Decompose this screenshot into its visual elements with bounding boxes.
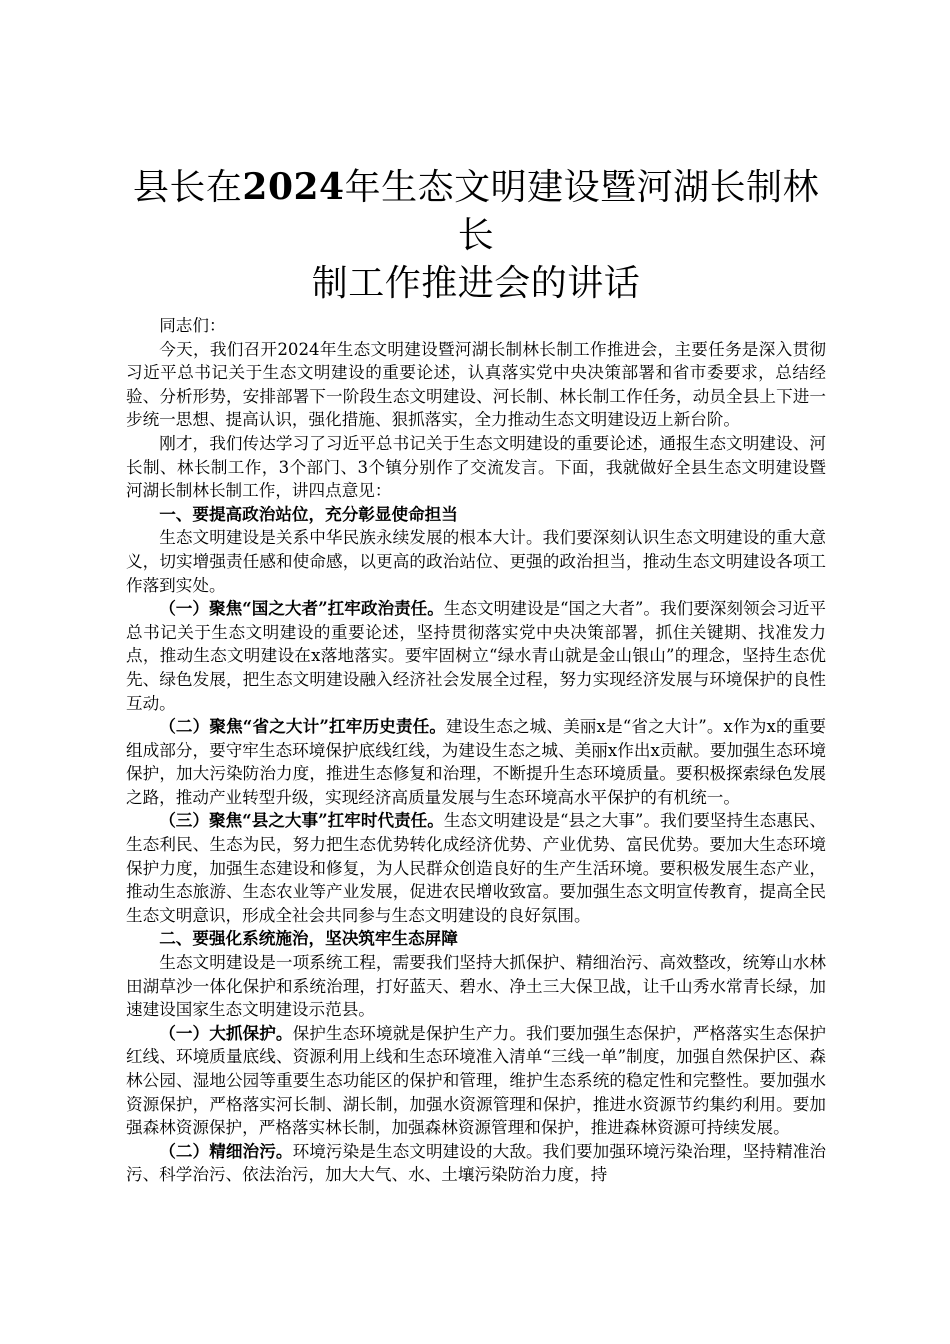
section-heading: 一、要提高政治站位，充分彰显使命担当 (159, 503, 458, 524)
subsection-lead: （一）大抓保护。 (159, 1022, 293, 1043)
subsection-text: 保护生态环境就是保护生产力。我们要加强生态保护，严格落实生态保护红线、环境质量底线、资源利用上线和生态环境准入清单“三线一单”制度，加强自然保护区、森林公园、湿地公园等重要生态功能区的保护和管理，维护生态系统的稳定性和完整性。要加强水资源保护，严格落实河长制、湖长制，加强水资源管理和保护，推进水资源节约集约利用。要加强森林资源保护，严格落实林长制，加强森林资源管理和保护，推进森林资源可持续发展。 (126, 1023, 827, 1138)
body-paragraph: 生态文明建设是关系中华民族永续发展的根本大计。我们要深刻认识生态文明建设的重大意义，切实增强责任感和使命感，以更高的政治站位、更强的政治担当，推动生态文明建设各项工作落到实处。 (126, 528, 826, 595)
document-title: 县长在2024年生态文明建设暨河湖长制林长 制工作推进会的讲话 (132, 166, 820, 304)
salutation: 同志们： (159, 316, 226, 335)
body-paragraph (126, 597, 826, 715)
subsection-text: 生态文明建设是“国之大者”。我们要深刻领会习近平总书记关于生态文明建设的重要论述，坚持贯彻落实党中央决策部署，抓住关键期、找准发力点，推动生态文明建设在x落地落实。要牢固树立“绿水青山就是金山银山”的理念，坚持生态优先、绿色发展，把生态文明建设融入经济社会发展全过程，努力实现经济发展与环境保护的良性互动。 (126, 599, 826, 713)
subsection-lead: （三）聚焦“县之大事”扛牢时代责任。 (159, 810, 444, 831)
body-paragraph (126, 1022, 826, 1140)
document-page (126, 163, 826, 1187)
subsection-text: 环境污染是生态文明建设的大敌。我们要加强环境污染治理，坚持精准治污、科学治污、依法治污，加大大气、水、土壤污染防治力度，持 (126, 1141, 827, 1185)
subsection-lead: （二）聚焦“省之大计”扛牢历史责任。 (159, 716, 447, 737)
subsection-lead: （一）聚焦“国之大者”扛牢政治责任。 (159, 598, 444, 619)
body-paragraph: 生态文明建设是一项系统工程，需要我们坚持大抓保护、精细治污、高效整改，统筹山水林田湖草沙一体化保护和系统治理，打好蓝天、碧水、净土三大保卫战，让千山秀水常青长绿，加速建设国家生态文明建设示范县。 (126, 953, 826, 1020)
subsection-text: 生态文明建设是“县之大事”。我们要坚持生态惠民、生态利民、生态为民，努力把生态优势转化成经济优势、产业优势、富民优势。要加大生态环境保护力度，加强生态建设和修复，为人民群众创造良好的生产生活环境。要积极发展生态产业，推动生态旅游、生态农业等产业发展，促进农民增收致富。要加强生态文明宣传教育，提高全民生态文明意识，形成全社会共同参与生态文明建设的良好氛围。 (126, 811, 826, 925)
subsection-lead: （二）精细治污。 (159, 1140, 293, 1161)
body-paragraph: 今天，我们召开2024年生态文明建设暨河湖长制林长制工作推进会，主要任务是深入贯彻习近平总书记关于生态文明建设的重要论述，认真落实党中央决策部署和省市委要求，总结经验、分析形势，安排部署下一阶段生态文明建设、河长制、林长制工作任务，动员全县上下进一步统一思想、提高认识，强化措施、狠抓落实，全力推动生态文明建设迈上新台阶。 (126, 339, 826, 430)
body-paragraph (126, 809, 826, 927)
subsection-text: 建设生态之城、美丽x是“省之大计”。x作为x的重要组成部分，要守牢生态环境保护底线红线，为建设生态之城、美丽x作出x贡献。要加强生态环境保护，加大污染防治力度，推进生态修复和治理，不断提升生态环境质量。要积极探索绿色发展之路，推动产业转型升级，实现经济高质量发展与生态环境高水平保护的有机统一。 (126, 717, 826, 807)
body-paragraph: 刚才，我们传达学习了习近平总书记关于生态文明建设的重要论述，通报生态文明建设、河长制、林长制工作，3个部门、3个镇分别作了交流发言。下面，我就做好全县生态文明建设暨河湖长制林长制工作，讲四点意见： (126, 433, 826, 501)
body-paragraph (126, 1140, 826, 1187)
body-paragraph (126, 715, 826, 809)
section-heading: 二、要强化系统施治，坚决筑牢生态屏障 (159, 928, 458, 949)
